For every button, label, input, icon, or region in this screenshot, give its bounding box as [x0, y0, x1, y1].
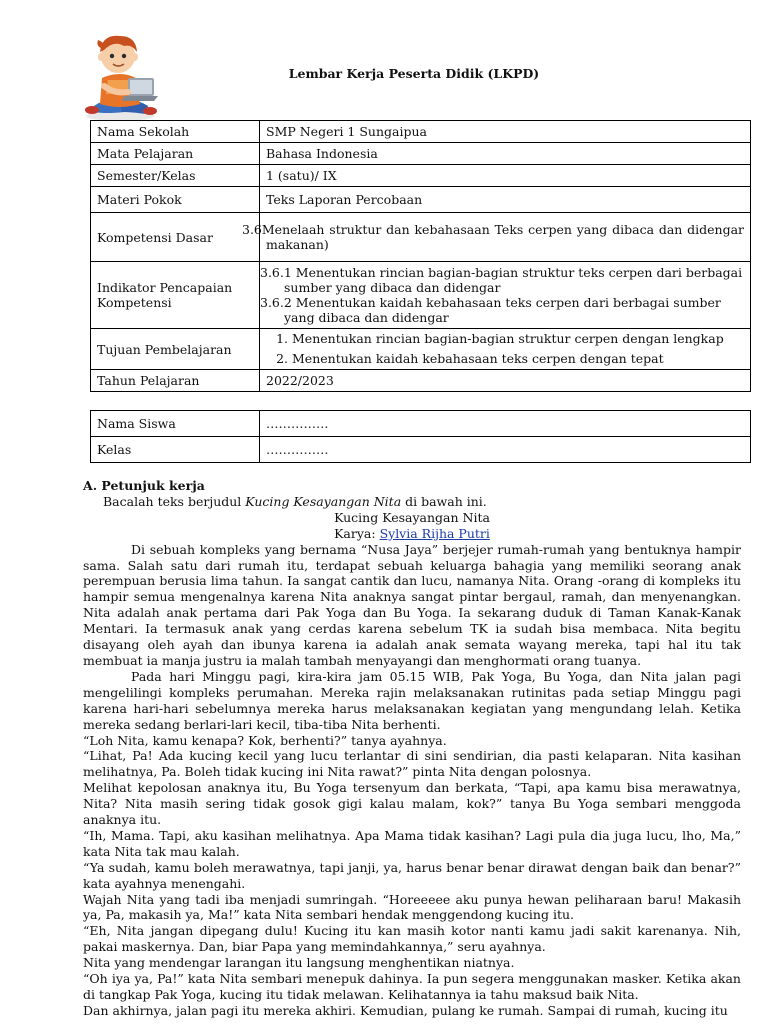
- story-paragraph: Nita yang mendengar larangan itu langsung menghentikan niatnya.: [83, 955, 515, 971]
- story-paragraph: Wajah Nita yang tadi iba menjadi sumringah. “Horeeeee aku punya hewan peliharaan baru! Makasih ya, Pa, makasih ya, Ma!” kata Nita sembari hendak menggendong kucing itu.: [83, 891, 741, 923]
- story-paragraph: “Lihat, Pa! Ada kucing kecil yang lucu terlantar di sini sendirian, dia pasti kelaparan. Nita kasihan melihatnya, Pa. Boleh tidak kucing ini Nita rawat?” pinta Nita dengan polosnya.: [83, 748, 741, 780]
- row-value: SMP Negeri 1 Sungaipua: [260, 121, 751, 143]
- author-link[interactable]: Sylvia Rijha Putri: [379, 525, 490, 541]
- table-row: [91, 411, 751, 437]
- row-label: Kelas: [91, 437, 260, 463]
- table-row: [91, 143, 751, 165]
- story-paragraph: Dan akhirnya, jalan pagi itu mereka akhiri. Kemudian, pulang ke rumah. Sampai di rumah, kucing itu: [83, 1002, 728, 1018]
- page-title: Lembar Kerja Peserta Didik (LKPD): [288, 66, 540, 81]
- author-prefix: Karya:: [334, 525, 380, 541]
- row-value: ……………: [260, 437, 751, 463]
- objective-item: 2. Menentukan kaidah kebahasaan teks cerpen dengan tepat: [292, 349, 744, 369]
- instruction-before: Bacalah teks berjudul: [103, 493, 246, 509]
- row-label: Materi Pokok: [91, 187, 260, 213]
- objective-list: [266, 329, 744, 369]
- story-paragraph: Pada hari Minggu pagi, kira-kira jam 05.15 WIB, Pak Yoga, Bu Yoga, dan Nita jalan pagi mengelilingi kompleks perumahan. Mereka rajin melaksanakan rutinitas pada setiap Minggu pagi karena hari-hari sebelumnya mereka harus melaksanakan kegiatan yang mengundang lelah. Ketika mereka sedang berlari-lari kecil, tiba-tiba Nita berhenti.: [83, 668, 741, 732]
- row-value: Bahasa Indonesia: [260, 143, 751, 165]
- table-row: [91, 329, 751, 370]
- row-value: 2022/2023: [260, 370, 751, 392]
- indicator-item: 3.6.2 Menentukan kaidah kebahasaan teks cerpen dari berbagai sumber yang dibaca dan didengar: [260, 295, 721, 325]
- objective-item: 1. Menentukan rincian bagian-bagian struktur cerpen dengan lengkap: [292, 329, 744, 349]
- story-paragraph: “Ya sudah, kamu boleh merawatnya, tapi janji, ya, harus benar benar dirawat dengan baik dan benar?” kata ayahnya menengahi.: [83, 859, 741, 891]
- story-title: Kucing Kesayangan Nita: [334, 509, 490, 525]
- row-label: Kompetensi Dasar: [91, 213, 260, 262]
- row-label: Indikator Pencapaian Kompetensi: [91, 262, 260, 329]
- row-label: Nama Siswa: [91, 411, 260, 437]
- story-paragraph: Di sebuah kompleks yang bernama “Nusa Jaya” berjejer rumah-rumah yang bentuknya hampir sama. Salah satu dari rumah itu, terdapat sebuah keluarga bahagia yang memiliki seorang anak perempuan berusia lima tahun. Ia sangat cantik dan lucu, namanya Nita. Orang -orang di kompleks itu hampir semua mengenalnya karena Nita anaknya sangat pintar bergaul, ramah, dan menyenangkan. Nita adalah anak pertama dari Pak Yoga dan Bu Yoga. Ia sekarang duduk di Taman Kanak-Kanak Mentari. Ia termasuk anak yang cerdas karena sebelum TK ia sudah bisa membaca. Nita begitu disayang oleh ayah dan ibunya karena ia adalah anak semata wayang mereka, tapi hal itu tak membuat ia manja justru ia malah tambah menyayangi dan menghormati orang tuanya.: [83, 541, 741, 668]
- story-paragraph: “Loh Nita, kamu kenapa? Kok, berhenti?” tanya ayahnya.: [83, 732, 447, 748]
- section-heading: A. Petunjuk kerja: [83, 478, 205, 493]
- table-row: [91, 213, 751, 262]
- row-label: Semester/Kelas: [91, 165, 260, 187]
- row-label: Nama Sekolah: [91, 121, 260, 143]
- row-value: 3.6Menelaah struktur dan kebahasaan Teks cerpen yang dibaca dan didengar makanan): [260, 213, 751, 262]
- student-table: [90, 410, 751, 463]
- story-paragraph: “Oh iya ya, Pa!” kata Nita sembari menepuk dahinya. Ia pun segera menggunakan masker. Ketika akan di tangkap Pak Yoga, kucing itu tidak melawan. Kelihatannya ia tahu maksud baik Nita.: [83, 971, 741, 1002]
- row-label: Mata Pelajaran: [91, 143, 260, 165]
- story-author: [83, 526, 741, 542]
- table-row: [91, 437, 751, 463]
- table-row: [91, 187, 751, 213]
- instruction-after: di bawah ini.: [401, 493, 487, 509]
- instruction-italic: Kucing Kesayangan Nita: [245, 493, 402, 509]
- table-row: [91, 370, 751, 392]
- identity-table: [90, 120, 751, 392]
- story-paragraph: “Eh, Nita jangan dipegang dulu! Kucing itu kan masih kotor nanti kamu jadi sakit karenanya. Nih, pakai maskernya. Dan, biar Papa yang memindahkannya,” seru ayahnya.: [83, 923, 741, 955]
- indicator-item: 3.6.1 Menentukan rincian bagian-bagian struktur teks cerpen dari berbagai sumber yang dibaca dan didengar: [260, 265, 743, 295]
- row-value: ……………: [260, 411, 751, 437]
- story-paragraph: “Ih, Mama. Tapi, aku kasihan melihatnya. Apa Mama tidak kasihan? Lagi pula dia juga lucu, lho, Ma,” kata Nita tak mau kalah.: [83, 827, 741, 859]
- row-value: Teks Laporan Percobaan: [260, 187, 751, 213]
- worksheet-content: [83, 478, 741, 1019]
- table-row: [91, 121, 751, 143]
- row-value: 1 (satu)/ IX: [260, 165, 751, 187]
- instruction-text: [83, 494, 741, 510]
- table-row: [91, 165, 751, 187]
- row-label: Tujuan Pembelajaran: [91, 329, 260, 370]
- row-label: Tahun Pelajaran: [91, 370, 260, 392]
- story-paragraph: Melihat kepolosan anaknya itu, Bu Yoga tersenyum dan berkata, “Tapi, apa kamu bisa merawatnya, Nita? Nita masih sering tidak gosok gigi kalau malam, kok?” tanya Bu Yoga sembari menggoda anaknya itu.: [83, 780, 741, 828]
- table-row: [91, 262, 751, 329]
